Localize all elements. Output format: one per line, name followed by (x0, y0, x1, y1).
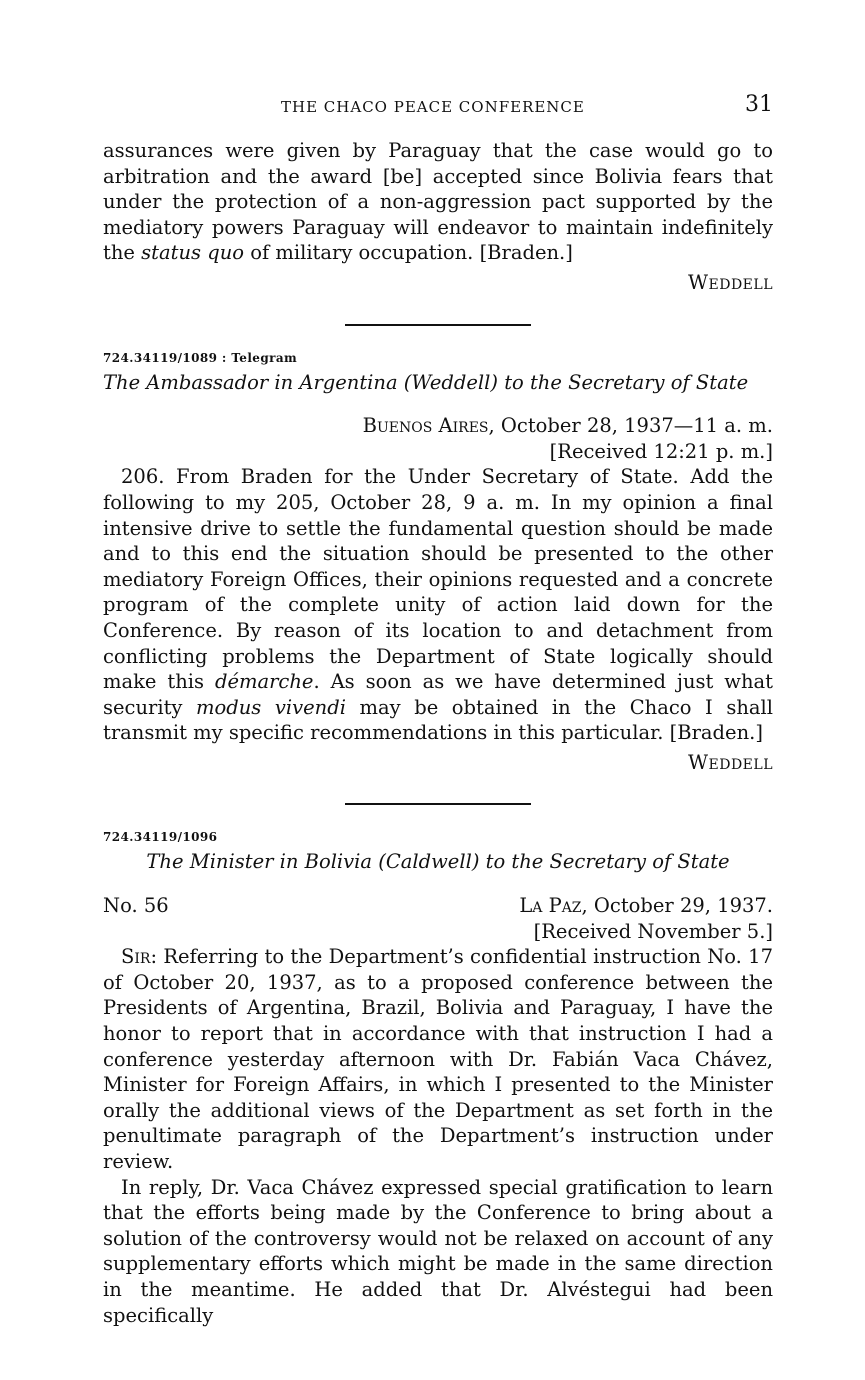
place-name: Buenos Aires (362, 414, 489, 438)
place-date-line: Buenos Aires, October 28, 1937—11 a. m. (362, 414, 773, 438)
number-place-date-row (103, 893, 773, 919)
page-number: 31 (745, 92, 773, 117)
emphasis-modus-vivendi: modus vivendi (196, 695, 346, 719)
despatch-number: No. 56 (103, 894, 169, 918)
letter-paragraph-2: In reply, Dr. Vaca Chávez expressed special gratification to learn that the efforts being made by the Conference to bring about a solution of the controversy would not be relaxed on account of any supplementary efforts which might be made in the same direction in the meantime. He added that Dr. Alvéstegui had been specifically (103, 1175, 773, 1327)
received-line: [Received 12:21 p. m.] (549, 439, 773, 463)
signature-weddell-2: Weddell (687, 750, 773, 774)
emphasis-status-quo: status quo (141, 241, 244, 265)
letter-paragraph-1: Sir: Referring to the Department’s confidential instruction No. 17 of October 20, 1937, as to a proposed conference between the Presidents of Argentina, Brazil, Bolivia and Paraguay, I have the honor to report that in accordance with that instruction I had a conference yesterday afternoon with Dr. Fabián Vaca Chávez, Minister for Foreign Affairs, in which I presented to the Minister orally the additional views of the Department as set forth in the penultimate paragraph of the Department’s instruction under review. (103, 945, 773, 1173)
document-caption: The Minister in Bolivia (Caldwell) to the Secretary of State (146, 850, 730, 874)
received-line: [Received November 5.] (533, 919, 773, 943)
file-number: 724.34119/1096 (103, 830, 218, 845)
place-name: La Paz (519, 894, 582, 918)
salutation: Sir (121, 945, 151, 969)
continued-paragraph: assurances were given by Paraguay that the case would go to arbitration and the award [be] accepted since Bolivia fears that under the protection of a non-aggression pact supported by the mediatory powers Paraguay will endeavor to maintain indefinitely the status quo of military occupation. [Braden.] (103, 139, 773, 265)
telegram-paragraph: 206. From Braden for the Under Secretary of State. Add the following to my 205, October 28, 9 a. m. In my opinion a final intensive drive to settle the fundamental question should be made and to this end the situation should be presented to the other mediatory Foreign Offices, their opinions requested and a concrete program of the complete unity of action laid down for the Conference. By reason of its location to and detachment from conflicting problems the Department of State logically should make this démarche. As soon as we have determined just what security modus vivendi may be obtained in the Chaco I shall transmit my specific recommendations in this particular. [Braden.] (103, 465, 773, 745)
document-caption: The Ambassador in Argentina (Weddell) to the Secretary of State (103, 370, 749, 394)
section-divider (345, 803, 531, 805)
emphasis-demarche: démarche (214, 670, 314, 694)
page-body (103, 138, 773, 1328)
running-title: THE CHACO PEACE CONFERENCE (281, 98, 585, 116)
signature-weddell-1: Weddell (687, 270, 773, 294)
section-divider (345, 324, 531, 326)
place-date-line: La Paz, October 29, 1937. (519, 894, 773, 918)
page-header (103, 92, 773, 122)
file-number: 724.34119/1089 : Telegram (103, 350, 298, 365)
